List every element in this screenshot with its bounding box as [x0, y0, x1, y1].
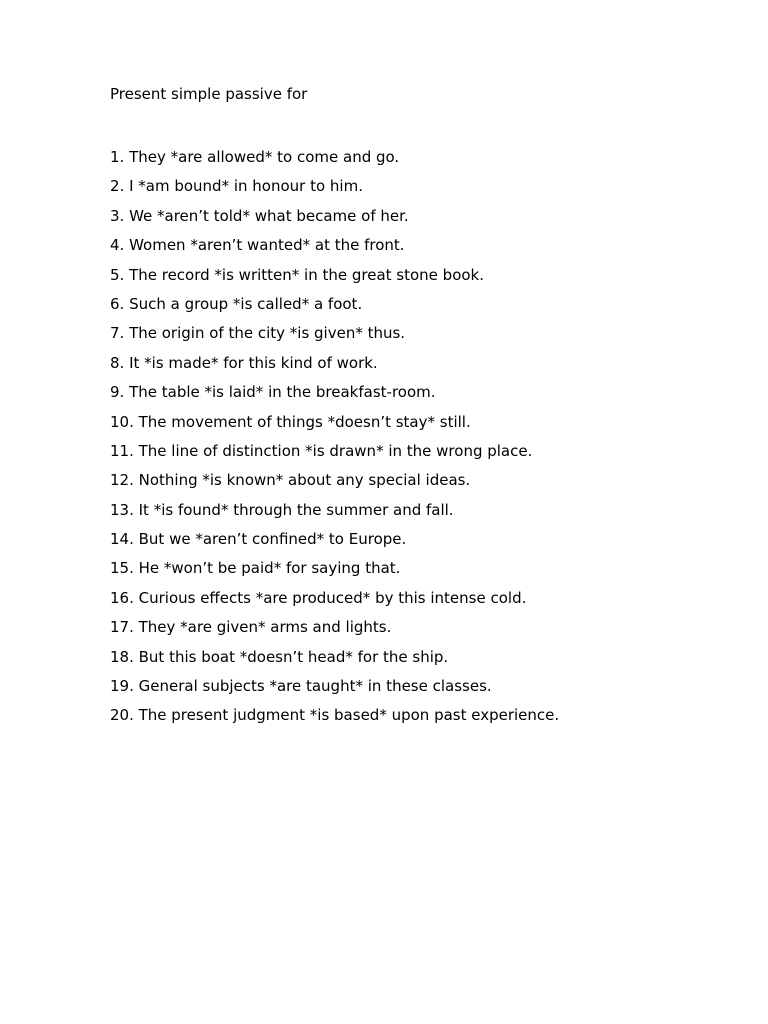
list-item: 12. Nothing *is known* about any special ideas. [110, 471, 471, 490]
list-item: 8. It *is made* for this kind of work. [110, 353, 378, 372]
list-item: 14. But we *aren’t confined* to Europe. [110, 530, 407, 549]
list-item: 11. The line of distinction *is drawn* in the wrong place. [110, 441, 533, 460]
list-item: 13. It *is found* through the summer and fall. [110, 500, 454, 519]
list-item: 18. But this boat *doesn’t head* for the ship. [110, 647, 449, 666]
document-page [110, 84, 730, 731]
list-item: 16. Curious effects *are produced* by this intense cold. [110, 588, 527, 607]
list-item: 3. We *aren’t told* what became of her. [110, 206, 409, 225]
list-item: 6. Such a group *is called* a foot. [110, 294, 363, 313]
sentence-list [110, 143, 730, 731]
list-item: 2. I *am bound* in honour to him. [110, 177, 363, 196]
list-item: 7. The origin of the city *is given* thus. [110, 324, 406, 343]
list-item: 17. They *are given* arms and lights. [110, 618, 392, 637]
document-title: Present simple passive for [110, 85, 308, 103]
list-item: 9. The table *is laid* in the breakfast-room. [110, 383, 436, 402]
list-item: 4. Women *aren’t wanted* at the front. [110, 236, 405, 255]
list-item: 1. They *are allowed* to come and go. [110, 148, 400, 166]
list-item: 20. The present judgment *is based* upon past experience. [110, 706, 560, 725]
list-item: 15. He *won’t be paid* for saying that. [110, 559, 401, 578]
list-item: 10. The movement of things *doesn’t stay* still. [110, 412, 471, 431]
list-item: 19. General subjects *are taught* in these classes. [110, 677, 492, 696]
list-item: 5. The record *is written* in the great stone book. [110, 265, 485, 284]
